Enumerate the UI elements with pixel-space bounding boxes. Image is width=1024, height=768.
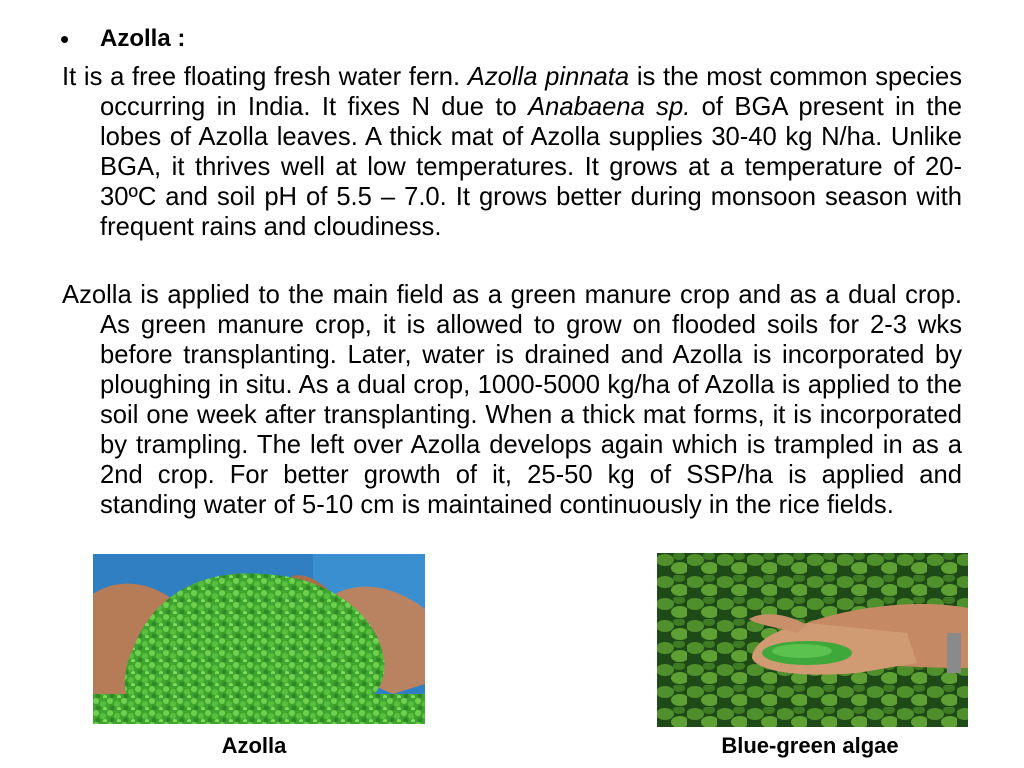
algae-hand-illustration: [657, 553, 968, 727]
paragraph-azolla-description: [62, 62, 962, 242]
paragraph1-part1: It is a free floating fresh water fern.: [62, 63, 468, 91]
species-name: Azolla pinnata: [467, 63, 630, 91]
blue-green-algae-caption: Blue-green algae: [721, 733, 899, 758]
symbiont-name: Anabaena sp.: [528, 93, 691, 121]
azolla-hands-illustration: [93, 554, 425, 724]
paragraph1-part3: of BGA present in the lobes of Azolla leaves. A thick mat of Azolla supplies 30-40 kg N/ha. Unlike BGA, it thrives well at low temperatures. It grows at a temperature of 20-30ºC and soil pH of 5.5 – 7.0. It grows better during monsoon season with frequent rains and cloudiness.: [100, 93, 962, 241]
azolla-caption: Azolla: [221, 733, 287, 758]
section-heading: [60, 24, 185, 54]
bullet-point: •: [60, 24, 70, 54]
paragraph1-part2: is the most common species occurring in India. It fixes N due to: [100, 63, 963, 121]
azolla-photo: [93, 554, 425, 724]
heading-title: Azolla :: [100, 25, 186, 52]
blue-green-algae-photo: [657, 553, 968, 727]
paragraph-azolla-application: Azolla is applied to the main field as a green manure crop and as a dual crop. As green manure crop, it is allowed to grow on flooded soils for 2-3 wks before transplanting. Later, water is drained and Azolla is incorporated by ploughing in situ. As a dual crop, 1000-5000 kg/ha of Azolla is applied to the soil one week after transplanting. When a thick mat forms, it is incorporated by trampling. The left over Azolla develops again which is trampled in as a 2nd crop. For better growth of it, 25-50 kg of SSP/ha is applied and standing water of 5-10 cm is maintained continuously in the rice fields.: [62, 281, 962, 519]
